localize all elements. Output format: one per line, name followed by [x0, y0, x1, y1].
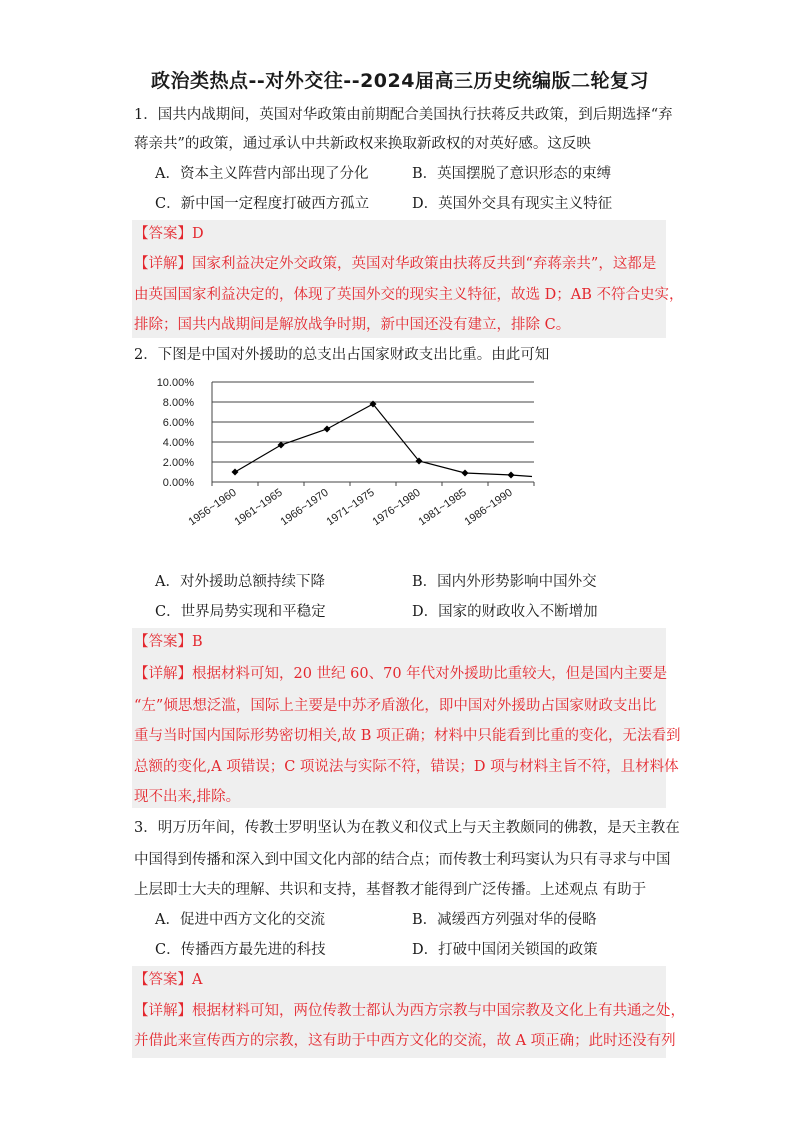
q3-detail-line1: 【详解】根据材料可知，两位传教士都认为西方宗教与中国宗教及文化上有共通之处， — [134, 1003, 685, 1019]
q2-option-d[interactable]: D．国家的财政收入不断增加 — [412, 604, 598, 620]
q3-option-b[interactable]: B．减缓西方列强对华的侵略 — [412, 912, 597, 928]
q3-detail-line2: 并借此来宣传西方的宗教，这有助于中西方文化的交流，故 A 项正确；此时还没有列 — [134, 1033, 676, 1049]
y-tick-label: 8.00% — [162, 397, 194, 409]
q3-option-c[interactable]: C．传播西方最先进的科技 — [155, 942, 326, 958]
q1-detail-line3: 排除；国共内战期间是解放战争时期，新中国还没有建立，排除 C。 — [134, 317, 571, 333]
data-point — [324, 426, 331, 433]
q2-answer: 【答案】B — [134, 634, 203, 650]
q1-detail-line2: 由英国国家利益决定的，体现了英国外交的现实主义特征，故选 D；AB 不符合史实， — [134, 287, 684, 303]
x-tick-label: 1976~1980 — [370, 486, 423, 529]
q2-option-b[interactable]: B．国内外形势影响中国外交 — [412, 574, 597, 590]
y-tick-label: 0.00% — [162, 477, 194, 489]
x-tick-label: 1956~1960 — [186, 486, 239, 529]
q1-option-d[interactable]: D．英国外交具有现实主义特征 — [412, 196, 613, 212]
x-tick-label: 1986~1990 — [462, 486, 515, 529]
q1-option-c[interactable]: C．新中国一定程度打破西方孤立 — [155, 196, 370, 212]
y-tick-label: 6.00% — [162, 417, 194, 429]
x-tick-label: 1971~1975 — [324, 486, 377, 529]
q3-stem-line3: 上层即士大夫的理解、共识和支持，基督教才能得到广泛传播。上述观点 有助于 — [134, 882, 647, 898]
q1-detail-line1: 【详解】国家利益决定外交政策，英国对华政策由扶蒋反共到“弃蒋亲共”，这都是 — [134, 256, 657, 272]
data-point — [232, 469, 239, 476]
q1-stem-line1: 1．国共内战期间，英国对华政策由前期配合美国执行扶蒋反共政策，到后期选择“弃 — [134, 107, 673, 123]
data-point — [278, 442, 285, 449]
q3-stem-line1: 3．明万历年间，传教士罗明坚认为在教义和仪式上与天主教颇同的佛教，是天主教在 — [134, 820, 680, 836]
q1-answer: 【答案】D — [134, 226, 204, 242]
x-tick-label: 1961~1965 — [232, 486, 285, 529]
data-point — [462, 470, 469, 477]
q2-option-a[interactable]: A．对外援助总额持续下降 — [155, 574, 325, 590]
q3-option-a[interactable]: A．促进中西方文化的交流 — [155, 912, 325, 928]
page-title: 政治类热点--对外交往--2024届高三历史统编版二轮复习 — [151, 70, 649, 92]
q2-answer-panel — [132, 628, 666, 808]
q2-detail-line2: “左”倾思想泛滥，国际上主要是中苏矛盾激化，即中国对外援助占国家财政支出比 — [134, 698, 657, 714]
data-point — [508, 472, 515, 479]
aid-ratio-line-chart — [150, 368, 550, 568]
x-tick-label: 1966~1970 — [278, 486, 331, 529]
y-tick-label: 10.00% — [156, 377, 194, 389]
x-tick-label: 1981~1985 — [416, 486, 469, 529]
q2-option-c[interactable]: C．世界局势实现和平稳定 — [155, 604, 326, 620]
y-tick-label: 2.00% — [162, 457, 194, 469]
q3-option-d[interactable]: D．打破中国闭关锁国的政策 — [412, 942, 598, 958]
q3-answer: 【答案】A — [134, 972, 203, 988]
q3-stem-line2: 中国得到传播和深入到中国文化内部的结合点；而传教士利玛窦认为只有寻求与中国 — [134, 852, 671, 868]
q1-stem-line2: 蒋亲共”的政策，通过承认中共新政权来换取新政权的对英好感。这反映 — [134, 136, 591, 152]
q1-option-a[interactable]: A．资本主义阵营内部出现了分化 — [155, 166, 369, 182]
q2-detail-line4: 总额的变化,A 项错误；C 项说法与实际不符，错误；D 项与材料主旨不符，且材料体 — [134, 759, 679, 775]
q2-stem: 2．下图是中国对外援助的总支出占国家财政支出比重。由此可知 — [134, 347, 550, 363]
q2-detail-line3: 重与当时国内国际形势密切相关,故 B 项正确；材料中只能看到比重的变化，无法看到 — [134, 728, 681, 744]
q1-option-b[interactable]: B．英国摆脱了意识形态的束缚 — [412, 166, 612, 182]
q2-detail-line5: 现不出来,排除。 — [134, 789, 241, 805]
series-line — [235, 404, 532, 477]
y-tick-label: 4.00% — [162, 437, 194, 449]
q2-detail-line1: 【详解】根据材料可知，20 世纪 60、70 年代对外援助比重较大，但是国内主要是 — [134, 666, 668, 682]
